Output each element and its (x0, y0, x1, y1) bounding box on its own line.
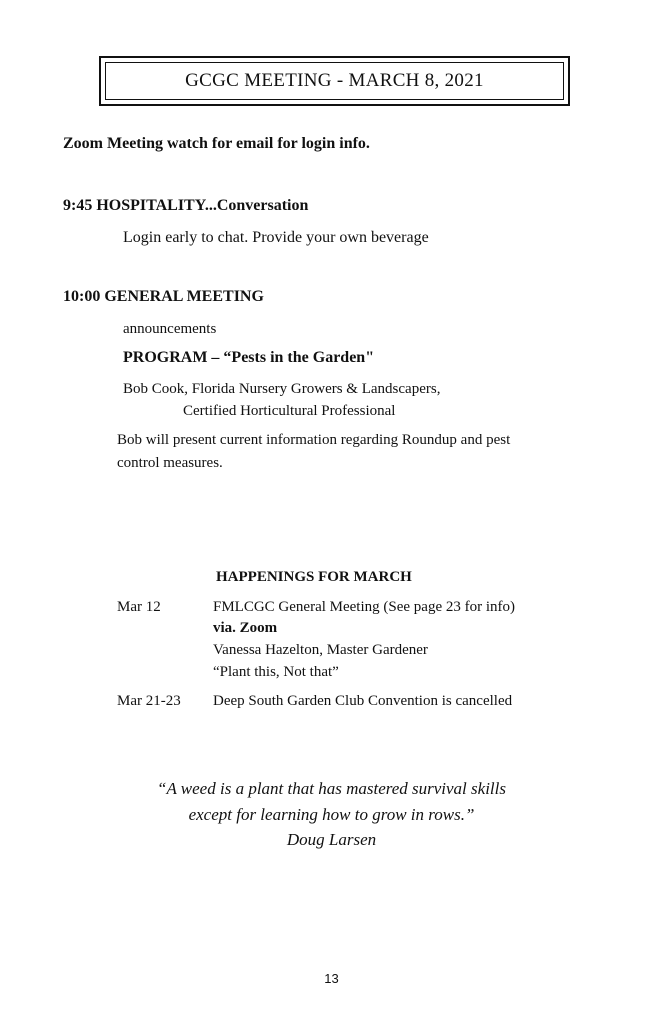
program-description-line-2: control measures. (117, 455, 223, 471)
quote-line-2: except for learning how to grow in rows.” (188, 805, 475, 824)
quote-author: Doug Larsen (286, 830, 377, 849)
hospitality-detail: Login early to chat. Provide your own beverage (123, 229, 429, 246)
event-title: FMLCGC General Meeting (See page 23 for info) (213, 599, 516, 615)
general-meeting-heading: 10:00 GENERAL MEETING (63, 288, 264, 305)
event-topic: “Plant this, Not that” (213, 664, 339, 680)
speaker-line-1: Bob Cook, Florida Nursery Growers & Landscapers, (123, 381, 441, 397)
program-title: PROGRAM – “Pests in the Garden" (123, 349, 375, 366)
happenings-heading: HAPPENINGS FOR MARCH (216, 569, 412, 585)
announcements-text: announcements (123, 321, 217, 337)
event-title: Deep South Garden Club Convention is cancelled (213, 693, 513, 709)
hospitality-heading: 9:45 HOSPITALITY...Conversation (63, 197, 309, 214)
event-venue: via. Zoom (213, 620, 278, 636)
event-date: Mar 21-23 (117, 693, 181, 709)
page-number: 13 (324, 971, 339, 986)
page-title: GCGC MEETING - MARCH 8, 2021 (105, 62, 564, 100)
event-date: Mar 12 (117, 599, 161, 615)
title-box (99, 56, 570, 106)
program-description-line-1: Bob will present current information regarding Roundup and pest (117, 432, 511, 448)
quote-line-1: “A weed is a plant that has mastered survival skills (157, 779, 506, 798)
event-speaker: Vanessa Hazelton, Master Gardener (213, 642, 428, 658)
speaker-line-2: Certified Horticultural Professional (183, 403, 396, 419)
zoom-note: Zoom Meeting watch for email for login info. (63, 135, 370, 152)
